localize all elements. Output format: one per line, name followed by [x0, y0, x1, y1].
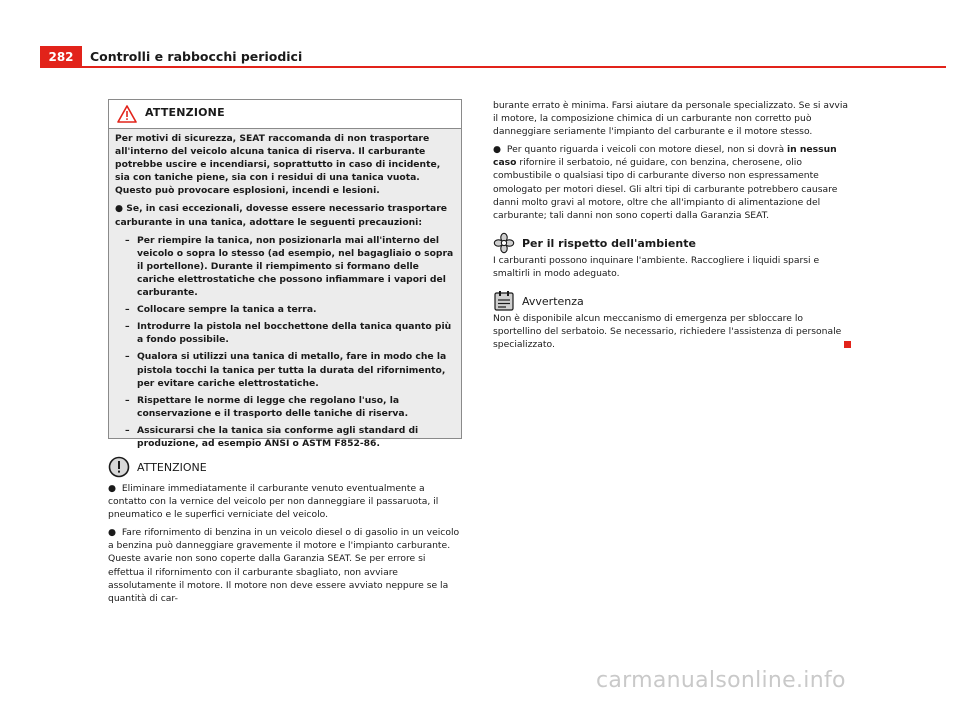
diesel-bullet: ● Per quanto riguarda i veicoli con motore diesel, non si dovrà in nessun caso rifornire il serbatoio, né guidare, con benzina, cherosene, olio combustibile o qualsiasi tipo di carburante diverso non espressamente omologato per motori diesel. Gli altri tipi di carburante potrebbero causare danni molto gravi al motore, oltre che all'impianto di alimentazione del carburante; tali danni non sono coperti dalla Garanzia SEAT.: [493, 144, 838, 221]
right-column: [493, 99, 851, 356]
dash-item-text: Collocare sempre la tanica a terra.: [137, 304, 317, 316]
diesel-text-bold: in nessun caso: [493, 144, 837, 169]
dash-item-text: Assicurarsi che la tanica sia conforme agli standard di produzione, ad esempio ANSI o ASTM F852-86.: [137, 424, 419, 449]
page-number: 282: [40, 46, 82, 68]
note-icon: [493, 290, 515, 312]
exclamation-circle-icon: [108, 456, 130, 478]
dash-item-text: Per riempire la tanica, non posizionarla mai all'interno del veicolo o sopra lo stesso (ad esempio, nel bagagliaio o sopra il portellone). Durante il riempimento si formano delle cariche elettrostatiche che possono infiammare i vapori del carburante.: [137, 234, 454, 299]
caution-bullet: ● Fare rifornimento di benzina in un veicolo diesel o di gasolio in un veicolo a benzina può danneggiare gravemente il motore e l'impianto carburante. Queste avarie non sono coperte dalla Garanzia SEAT. Se per errore si effettua il rifornimento con il carburante sbagliato, non avviare assolutamente il motore. Il motore non deve essere avviato neppure se la quantità di car-: [108, 527, 460, 604]
warning-box-title: ATTENZIONE: [145, 106, 225, 119]
section-end-marker: [844, 341, 851, 348]
chapter-title: Controlli e rabbocchi periodici: [90, 49, 303, 64]
page-header: [40, 46, 946, 68]
warning-box-header: [109, 100, 461, 129]
environment-title: Per il rispetto dell'ambiente: [522, 236, 696, 250]
dash-item: – Introdurre la pistola nel bocchettone della tanica quanto più a fondo possibile.: [125, 321, 452, 346]
dash-item-text: Introdurre la pistola nel bocchettone della tanica quanto più a fondo possibile.: [137, 321, 452, 346]
watermark: carmanualsonline.info: [596, 668, 846, 693]
warning-triangle-icon: [117, 105, 137, 123]
environment-header: [493, 232, 851, 254]
diesel-text-after: rifornire il serbatoio, né guidare, con benzina, cherosene, olio combustibile o qualsiasi tipo di carburante diverso non espressamente omologato per motori diesel. Gli altri tipi di carburante potrebbero causare danni molto gravi al motore, oltre che all'impianto di alimentazione del carburante; tali danni non sono coperti dalla Garanzia SEAT.: [493, 157, 838, 221]
dash-item: – Qualora si utilizzi una tanica di metallo, fare in modo che la pistola tocchi la tanica per tutta la durata del rifornimento, per evitare cariche elettrostatiche.: [125, 351, 447, 389]
note-header: [493, 290, 851, 312]
caution-bullet-text: Fare rifornimento di benzina in un veicolo diesel o di gasolio in un veicolo a benzina può danneggiare gravemente il motore e l'impianto carburante. Queste avarie non sono coperte dalla Garanzia SEAT. Se per errore si effettua il rifornimento con il carburante sbagliato, non avviare assolutamente il motore. Il motore non deve essere avviato neppure se la quantità di car-: [108, 527, 460, 604]
warning-bullet: ● Se, in casi eccezionali, dovesse essere necessario trasportare carburante in una tanica, adottare le seguenti precauzioni:: [115, 203, 447, 228]
warning-bullet-text: Se, in casi eccezionali, dovesse essere necessario trasportare carburante in una tanica, adottare le seguenti precauzioni:: [115, 203, 447, 228]
note-text: Non è disponibile alcun meccanismo di emergenza per sbloccare lo sportellino del serbatoio. Se necessario, richiedere l'assistenza di personale specializzato.: [493, 313, 842, 351]
caution-title: ATTENZIONE: [137, 461, 207, 474]
note-title: Avvertenza: [522, 295, 584, 309]
diesel-text-before: Per quanto riguarda i veicoli con motore diesel, non si dovrà: [506, 144, 787, 156]
dash-item-text: Rispettare le norme di legge che regolano l'uso, la conservazione e il trasporto delle taniche di riserva.: [137, 394, 409, 419]
caution-bullet-text: Eliminare immediatamente il carburante venuto eventualmente a contatto con la vernice del veicolo per non danneggiare il passaruota, il pneumatico e le superfici verniciate del veicolo.: [108, 483, 439, 521]
warning-box-body: [109, 129, 461, 450]
dash-item: – Per riempire la tanica, non posizionarla mai all'interno del veicolo o sopra lo stesso (ad esempio, nel bagagliaio o sopra il portellone). Durante il riempimento si formano delle cariche elettrostatiche che possono infiammare i vapori del carburante.: [125, 234, 454, 299]
caution-header: [108, 456, 462, 478]
dash-item-text: Qualora si utilizzi una tanica di metallo, fare in modo che la pistola tocchi la tanica per tutta la durata del rifornimento, per evitare cariche elettrostatiche.: [137, 351, 447, 389]
caution-bullet: ● Eliminare immediatamente il carburante venuto eventualmente a contatto con la vernice del veicolo per non danneggiare il passaruota, il pneumatico e le superfici verniciate del veicolo.: [108, 483, 439, 521]
warning-box: [108, 99, 462, 449]
dash-item: – Rispettare le norme di legge che regolano l'uso, la conservazione e il trasporto delle taniche di riserva.: [125, 394, 409, 419]
note-text-block: [493, 312, 851, 351]
caution-section: [108, 456, 462, 610]
dash-item: – Collocare sempre la tanica a terra.: [125, 304, 317, 316]
dash-item: – Assicurarsi che la tanica sia conforme agli standard di produzione, ad esempio ANSI o ASTM F852-86.: [125, 424, 419, 449]
header-rule: [40, 66, 946, 68]
flower-icon: [493, 232, 515, 254]
warning-intro: Per motivi di sicurezza, SEAT raccomanda di non trasportare all'interno del veicolo alcuna tanica di riserva. Il carburante potrebbe uscire e incendiarsi, soprattutto in caso di incidente, sia con taniche piene, sia con i residui di una tanica vuota. Questo può provocare esplosioni, incendi e lesioni.: [115, 133, 441, 197]
environment-text: I carburanti possono inquinare l'ambiente. Raccogliere i liquidi sparsi e smaltirli in modo adeguato.: [493, 254, 820, 279]
continuation-text: burante errato è minima. Farsi aiutare da personale specializzato. Se si avvia il motore, la composizione chimica di un carburante non corretto può danneggiare seriamente l'impianto del carburante e il motore stesso.: [493, 100, 849, 138]
